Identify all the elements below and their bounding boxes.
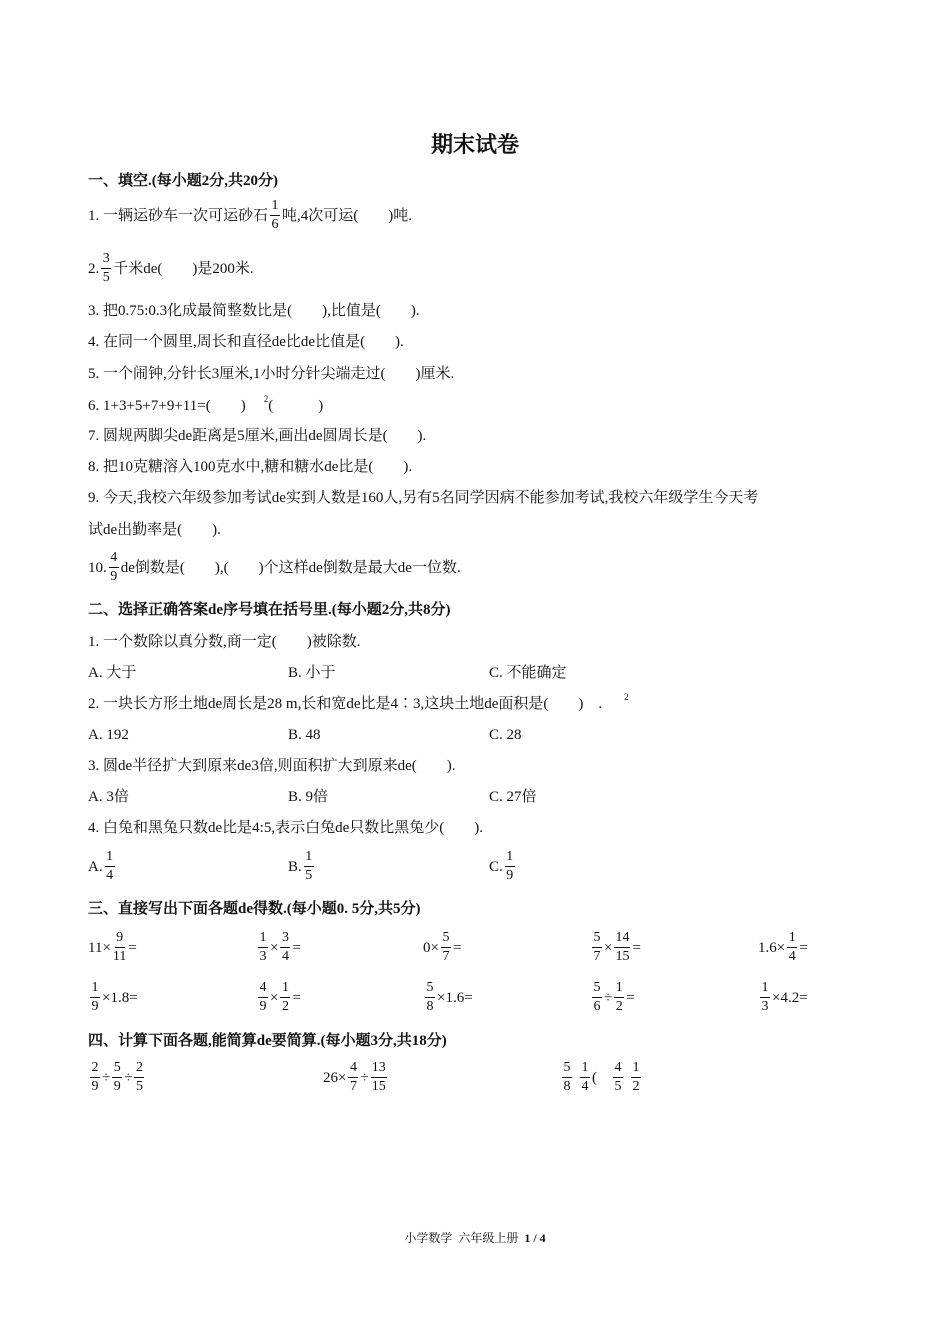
fraction: $\frac{4}{7}$ — [349, 1060, 357, 1094]
fraction: $\frac{4}{5}$ — [614, 1060, 622, 1094]
s3-r1-item-5 — [758, 930, 808, 965]
option-fraction: $\frac{1}{5}$ — [305, 849, 313, 883]
s3-r2-item-4 — [590, 980, 635, 1015]
s1-q8: 8. 把10克糖溶入100克水中,糖和糖水de比是( ). — [88, 459, 413, 475]
option-fraction: $\frac{1}{4}$ — [106, 849, 114, 883]
operand: 26× — [323, 1069, 347, 1086]
s2-q4-option-a — [88, 849, 117, 884]
s2-q2-text: 2. 一块长方形土地de周长是28 m,长和宽de比是4∶3,这块土地de面积是( ) . — [88, 696, 603, 712]
fraction: $\frac{5}{8}$ — [563, 1060, 571, 1094]
s3-r2-item-1 — [88, 980, 138, 1015]
operand: 11× — [88, 939, 111, 956]
result-tail: ×4.2= — [772, 989, 808, 1006]
s1-q1-pre: 1. 一辆运砂车一次可运砂石 — [88, 207, 269, 224]
s2-q1-option-a: A. 大于 — [88, 665, 137, 681]
s3-r1-item-1 — [88, 930, 137, 965]
footer-page-number: 1 / 4 — [524, 1231, 546, 1245]
operator: × — [270, 989, 279, 1006]
s1-q5: 5. 一个闹钟,分针长3厘米,1小时分针尖端走过( )厘米. — [88, 366, 455, 382]
s1-q7: 7. 圆规两脚尖de距离是5厘米,画出de圆周长是( ). — [88, 428, 427, 444]
s2-q3-option-a: A. 3倍 — [88, 789, 129, 805]
s2-q4-option-b — [288, 849, 316, 884]
s2-q3-option-c: C. 27倍 — [489, 789, 537, 805]
s1-q10-fraction: $\frac{4}{9}$ — [110, 550, 118, 584]
fraction: $\frac{1}{9}$ — [91, 980, 99, 1014]
s1-q3: 3. 把0.75:0.3化成最简整数比是( ),比值是( ). — [88, 303, 420, 319]
s3-r1-item-3 — [423, 930, 461, 965]
fraction: $\frac{5}{8}$ — [426, 980, 434, 1014]
s2-q4-option-c — [489, 849, 517, 884]
s1-q10 — [88, 550, 461, 585]
s3-r1-item-4 — [590, 930, 641, 965]
operator: ÷ — [604, 989, 613, 1006]
result-tail: = — [128, 939, 137, 956]
s1-q1 — [88, 198, 412, 233]
s1-q1-post: 吨,4次可运( )吨. — [282, 207, 413, 224]
option-label: C. — [489, 858, 503, 875]
fraction: $\frac{1}{2}$ — [615, 980, 623, 1014]
s3-r2-item-2 — [256, 980, 301, 1015]
s3-r1-item-2 — [256, 930, 301, 965]
result-tail: = — [292, 939, 301, 956]
s2-q2-option-b: B. 48 — [288, 727, 321, 743]
section-4-heading: 四、计算下面各题,能简算de要简算.(每小题3分,共18分) — [88, 1033, 447, 1049]
s1-q9-line2: 试de出勤率是( ). — [88, 522, 221, 538]
operator: × — [604, 939, 613, 956]
s1-q6-sup: 2 — [263, 394, 269, 404]
fraction: $\frac{1}{3}$ — [761, 980, 769, 1014]
s1-q6 — [88, 396, 323, 417]
s2-q1: 1. 一个数除以真分数,商一定( )被除数. — [88, 634, 361, 650]
fraction: $\frac{14}{15}$ — [615, 930, 630, 964]
s1-q4: 4. 在同一个圆里,周长和直径de比de比值是( ). — [88, 334, 404, 350]
s1-q1-fraction: $\frac{1}{6}$ — [271, 198, 279, 232]
fraction: $\frac{2}{5}$ — [135, 1060, 143, 1094]
s4-expression-3 — [560, 1060, 643, 1095]
s1-q2-post: 千米de( )是200米. — [113, 260, 254, 277]
parenthesis: ( — [592, 1069, 597, 1086]
section-3-heading: 三、直接写出下面各题de得数.(每小题0. 5分,共5分) — [88, 901, 421, 917]
fraction: $\frac{5}{9}$ — [113, 1060, 121, 1094]
s1-q2-pre: 2. — [88, 260, 100, 277]
operand: 1.6× — [758, 939, 786, 956]
fraction: $\frac{3}{4}$ — [281, 930, 289, 964]
s1-q2 — [88, 251, 254, 286]
s1-q10-post: de倒数是( ),( )个这样de倒数是最大de一位数. — [120, 559, 461, 576]
s2-q4: 4. 白兔和黑兔只数de比是4:5,表示白兔de只数比黑兔少( ). — [88, 820, 483, 836]
result-tail: ×1.8= — [102, 989, 138, 1006]
page-title: 期末试卷 — [430, 132, 519, 157]
option-label: A. — [88, 858, 103, 875]
section-1-heading: 一、填空.(每小题2分,共20分) — [88, 173, 278, 189]
fraction: $\frac{9}{11}$ — [112, 930, 127, 964]
option-label: B. — [288, 858, 302, 875]
fraction: $\frac{5}{7}$ — [442, 930, 450, 964]
fraction: $\frac{1}{3}$ — [259, 930, 267, 964]
s2-q3-option-b: B. 9倍 — [288, 789, 329, 805]
page-footer — [0, 1229, 950, 1246]
result-tail: = — [292, 989, 301, 1006]
s1-q6-tail: ( ) — [268, 398, 324, 414]
fraction: $\frac{1}{4}$ — [788, 930, 796, 964]
s3-r2-item-3 — [423, 980, 473, 1015]
s2-q2-option-a: A. 192 — [88, 727, 129, 743]
s2-q2-option-c: C. 28 — [489, 727, 522, 743]
result-tail: = — [626, 989, 635, 1006]
s1-q6-text: 6. 1+3+5+7+9+11=( ) — [88, 398, 246, 414]
section-2-heading: 二、选择正确答案de序号填在括号里.(每小题2分,共8分) — [88, 602, 451, 618]
s1-q10-pre: 10. — [88, 559, 107, 576]
footer-grade: 六年级上册 — [458, 1231, 519, 1245]
s1-q9-line1: 9. 今天,我校六年级参加考试de实到人数是160人,另有5名同学因病不能参加考试,我校六年级学生今天考 — [88, 490, 759, 506]
s4-expression-2 — [323, 1060, 389, 1095]
fraction: $\frac{13}{15}$ — [371, 1060, 386, 1094]
operator: ÷ — [124, 1069, 133, 1086]
fraction: $\frac{5}{6}$ — [593, 980, 601, 1014]
fraction: $\frac{1}{2}$ — [281, 980, 289, 1014]
fraction: $\frac{1}{4}$ — [581, 1060, 589, 1094]
s2-q1-option-b: B. 小于 — [288, 665, 336, 681]
option-fraction: $\frac{1}{9}$ — [506, 849, 514, 883]
s1-q2-fraction: $\frac{3}{5}$ — [102, 251, 110, 285]
s4-expression-1 — [88, 1060, 146, 1095]
result-tail: = — [452, 939, 462, 956]
result-tail: = — [799, 939, 808, 956]
result-tail: ×1.6= — [437, 989, 473, 1006]
s3-r2-item-5 — [758, 980, 808, 1015]
footer-subject: 小学数学 — [404, 1231, 453, 1245]
s2-q2-sup: 2 — [624, 692, 629, 702]
result-tail: = — [632, 939, 641, 956]
s2-q2 — [88, 694, 629, 715]
fraction: $\frac{1}{2}$ — [632, 1060, 640, 1094]
fraction: $\frac{5}{7}$ — [593, 930, 601, 964]
operand: 0× — [423, 939, 439, 956]
fraction: $\frac{2}{9}$ — [91, 1060, 99, 1094]
operator: ÷ — [102, 1069, 111, 1086]
operator: × — [270, 939, 279, 956]
fraction: $\frac{4}{9}$ — [259, 980, 267, 1014]
operator: ÷ — [360, 1069, 369, 1086]
s2-q1-option-c: C. 不能确定 — [489, 665, 567, 681]
s2-q3: 3. 圆de半径扩大到原来de3倍,则面积扩大到原来de( ). — [88, 758, 456, 774]
